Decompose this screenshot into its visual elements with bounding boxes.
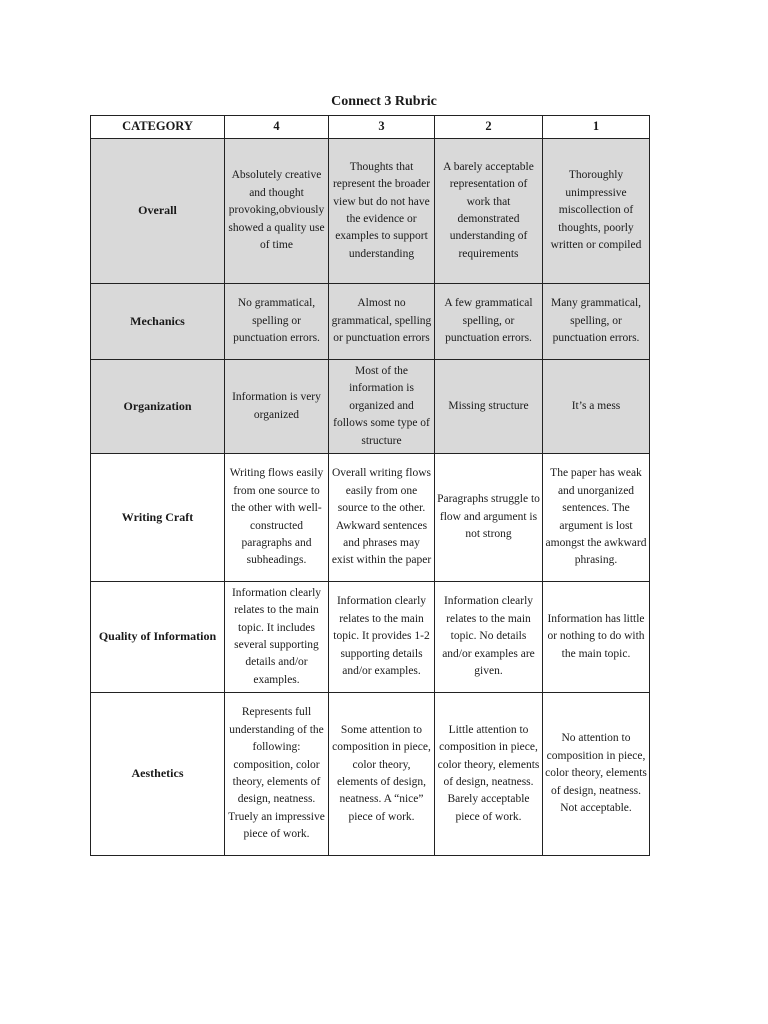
header-category: CATEGORY bbox=[91, 116, 225, 139]
level-4-cell: Represents full understanding of the following: composition, color theory, elements of design, neatness. Truely an impressive piece of work. bbox=[225, 693, 329, 856]
header-level-1: 1 bbox=[543, 116, 650, 139]
level-2-cell: Paragraphs struggle to flow and argument is not strong bbox=[435, 454, 543, 582]
header-level-4: 4 bbox=[225, 116, 329, 139]
level-4-cell: No grammatical, spelling or punctuation errors. bbox=[225, 284, 329, 360]
header-row bbox=[91, 116, 650, 139]
level-4-cell: Writing flows easily from one source to the other with well-constructed paragraphs and subheadings. bbox=[225, 454, 329, 582]
level-2-cell: A barely acceptable representation of work that demonstrated understanding of requirements bbox=[435, 139, 543, 284]
level-3-cell: Information clearly relates to the main topic. It provides 1-2 supporting details and/or examples. bbox=[329, 582, 435, 693]
level-2-cell: Little attention to composition in piece, color theory, elements of design, neatness. Barely acceptable piece of work. bbox=[435, 693, 543, 856]
level-3-cell: Thoughts that represent the broader view but do not have the evidence or examples to support understanding bbox=[329, 139, 435, 284]
document-title: Connect 3 Rubric bbox=[331, 94, 437, 109]
level-1-cell: Many grammatical, spelling, or punctuation errors. bbox=[543, 284, 650, 360]
level-3-cell: Some attention to composition in piece, color theory, elements of design, neatness. A “nice” piece of work. bbox=[329, 693, 435, 856]
level-4-cell: Absolutely creative and thought provoking,obviously showed a quality use of time bbox=[225, 139, 329, 284]
row-writing-craft bbox=[91, 454, 650, 582]
level-3-cell: Almost no grammatical, spelling or punctuation errors bbox=[329, 284, 435, 360]
level-3-cell: Most of the information is organized and follows some type of structure bbox=[329, 360, 435, 454]
level-1-cell: Information has little or nothing to do with the main topic. bbox=[543, 582, 650, 693]
level-1-cell: No attention to composition in piece, color theory, elements of design, neatness. Not acceptable. bbox=[543, 693, 650, 856]
level-2-cell: A few grammatical spelling, or punctuation errors. bbox=[435, 284, 543, 360]
level-4-cell: Information is very organized bbox=[225, 360, 329, 454]
category-cell: Aesthetics bbox=[91, 693, 225, 856]
category-cell: Writing Craft bbox=[91, 454, 225, 582]
row-overall bbox=[91, 139, 650, 284]
level-1-cell: The paper has weak and unorganized sentences. The argument is lost amongst the awkward phrasing. bbox=[543, 454, 650, 582]
category-cell: Overall bbox=[91, 139, 225, 284]
header-level-3: 3 bbox=[329, 116, 435, 139]
row-organization bbox=[91, 360, 650, 454]
level-2-cell: Missing structure bbox=[435, 360, 543, 454]
row-aesthetics bbox=[91, 693, 650, 856]
category-cell: Organization bbox=[91, 360, 225, 454]
category-cell: Quality of Information bbox=[91, 582, 225, 693]
level-4-cell: Information clearly relates to the main topic. It includes several supporting details and/or examples. bbox=[225, 582, 329, 693]
header-level-2: 2 bbox=[435, 116, 543, 139]
level-3-cell: Overall writing flows easily from one source to the other. Awkward sentences and phrases may exist within the paper bbox=[329, 454, 435, 582]
category-cell: Mechanics bbox=[91, 284, 225, 360]
level-1-cell: It’s a mess bbox=[543, 360, 650, 454]
row-quality-of-information bbox=[91, 582, 650, 693]
level-1-cell: Thoroughly unimpressive miscollection of thoughts, poorly written or compiled bbox=[543, 139, 650, 284]
level-2-cell: Information clearly relates to the main topic. No details and/or examples are given. bbox=[435, 582, 543, 693]
rubric-table bbox=[90, 115, 650, 856]
row-mechanics bbox=[91, 284, 650, 360]
